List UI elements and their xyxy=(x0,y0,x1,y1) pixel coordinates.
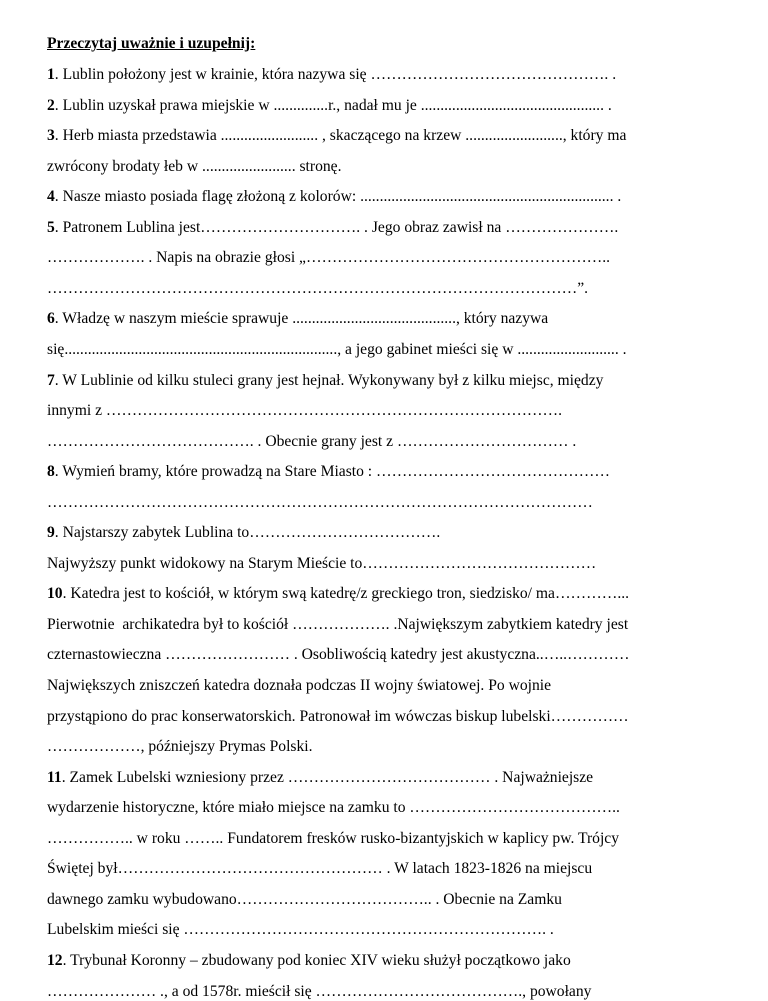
worksheet-line xyxy=(47,127,626,145)
worksheet-line xyxy=(47,860,592,878)
question-text: . Lublin położony jest w krainie, która nazywa się ………………………………………. . xyxy=(54,66,617,83)
worksheet-line xyxy=(47,616,628,634)
question-number: 6 xyxy=(47,310,55,328)
worksheet-line xyxy=(47,891,562,909)
worksheet-line xyxy=(47,188,621,206)
question-text: …………………………………………………………………………………………… xyxy=(47,493,593,511)
question-text: …………………………………………………………………………………………”. xyxy=(47,279,589,297)
question-number: 4 xyxy=(47,188,55,206)
worksheet-line xyxy=(47,524,440,542)
question-text: . Władzę w naszym mieście sprawuje .........................................., który nazywa xyxy=(54,310,549,328)
question-text: się......................................................................, a jego gabinet mieści się w .......................... . xyxy=(47,340,627,358)
worksheet-line xyxy=(47,219,618,237)
question-text: . Nasze miasto posiada flagę złożoną z kolorów: ................................................................. . xyxy=(54,188,622,206)
worksheet-title: Przeczytaj uważnie i uzupełnij: xyxy=(47,35,256,52)
worksheet-line xyxy=(47,341,627,359)
worksheet-line xyxy=(47,799,620,817)
worksheet-line xyxy=(47,402,562,420)
worksheet-line xyxy=(47,921,554,939)
question-text: . Patronem Lublina jest…………………………. . Jego obraz zawisł na …………………. xyxy=(54,218,619,236)
question-number: 8 xyxy=(47,463,55,481)
question-text: dawnego zamku wybudowano……………………………….. . Obecnie na Zamku xyxy=(47,890,562,908)
question-number: 1 xyxy=(47,66,55,83)
question-number: 12 xyxy=(47,951,63,969)
worksheet-line xyxy=(47,280,588,298)
question-text: . Herb miasta przedstawia ......................... , skaczącego na krzew ........................., który ma xyxy=(54,127,627,145)
question-text: …………………………………. . Obecnie grany jest z …………………………… . xyxy=(47,432,577,450)
question-text: . Lublin uzyskał prawa miejskie w ..............r., nadał mu je ............................................... . xyxy=(54,96,612,114)
worksheet-line xyxy=(47,433,576,451)
worksheet-line xyxy=(47,738,313,756)
question-text: przystąpiono do prac konserwatorskich. Patronował im wówczas biskup lubelski…………… xyxy=(47,707,629,725)
question-text: …………….. w roku …….. Fundatorem fresków rusko-bizantyjskich w kaplicy pw. Trójcy xyxy=(47,829,619,847)
question-number: 7 xyxy=(47,371,55,389)
question-text: Najwyższy punkt widokowy na Starym Mieście to……………………………………… xyxy=(47,554,597,572)
worksheet-line xyxy=(47,372,603,390)
question-number: 2 xyxy=(47,96,55,114)
question-number: 10 xyxy=(47,585,63,603)
question-text: ………………. . Napis na obrazie głosi „………………………………………………….. xyxy=(47,249,611,267)
worksheet-line xyxy=(47,952,571,970)
worksheet-line xyxy=(47,66,616,84)
worksheet-line xyxy=(47,646,629,664)
worksheet-line xyxy=(47,555,596,573)
worksheet-line xyxy=(47,830,619,848)
worksheet-line xyxy=(47,585,629,603)
question-text: . Zamek Lubelski wzniesiony przez ………………………………… . Najważniejsze xyxy=(61,768,594,786)
question-text: . Najstarszy zabytek Lublina to………………………………. xyxy=(54,524,441,542)
worksheet-line xyxy=(47,463,610,481)
question-text: . Wymień bramy, które prowadzą na Stare Miasto : ……………………………………… xyxy=(54,463,610,481)
question-text: . Trybunał Koronny – zbudowany pod koniec XIV wieku służył początkowo jako xyxy=(62,951,571,969)
question-text: Świętej był…………………………………………… . W latach 1823-1826 na miejscu xyxy=(47,860,593,878)
question-text: innymi z ……………………………………………………………………………. xyxy=(47,402,563,420)
worksheet-line xyxy=(47,494,593,512)
worksheet-line xyxy=(47,158,342,176)
question-text: zwrócony brodaty łeb w ........................ stronę. xyxy=(47,157,342,175)
worksheet-line xyxy=(47,677,551,695)
question-text: Pierwotnie archikatedra był to kościół ………………. .Największym zabytkiem katedry jest xyxy=(47,615,629,633)
question-text: Największych zniszczeń katedra doznała podczas II wojny światowej. Po wojnie xyxy=(47,677,552,694)
worksheet-line xyxy=(47,769,593,787)
worksheet-line xyxy=(47,983,591,1001)
question-text: . W Lublinie od kilku stuleci grany jest hejnał. Wykonywany był z kilku miejsc, między xyxy=(54,371,604,389)
worksheet-line xyxy=(47,708,629,726)
question-number: 3 xyxy=(47,127,55,145)
worksheet-line xyxy=(47,310,548,328)
worksheet-line xyxy=(47,249,610,267)
question-text: wydarzenie historyczne, które miało miejsce na zamku to ………………………………….. xyxy=(47,799,620,817)
worksheet-line xyxy=(47,97,612,115)
question-number: 11 xyxy=(47,768,62,786)
question-text: Lubelskim mieści się ……………………………………………………………. . xyxy=(47,921,554,939)
question-text: czternastowieczna …………………… . Osobliwością katedry jest akustyczna..…..………… xyxy=(47,646,630,664)
question-text: ………………, późniejszy Prymas Polski. xyxy=(47,738,313,756)
question-number: 9 xyxy=(47,524,55,542)
question-text: . Katedra jest to kościół, w którym swą katedrę/z greckiego tron, siedzisko/ ma…………... xyxy=(62,585,630,603)
question-text: ………………… ., a od 1578r. mieścił się …………………………………., powołany xyxy=(47,982,592,1000)
question-number: 5 xyxy=(47,218,55,236)
